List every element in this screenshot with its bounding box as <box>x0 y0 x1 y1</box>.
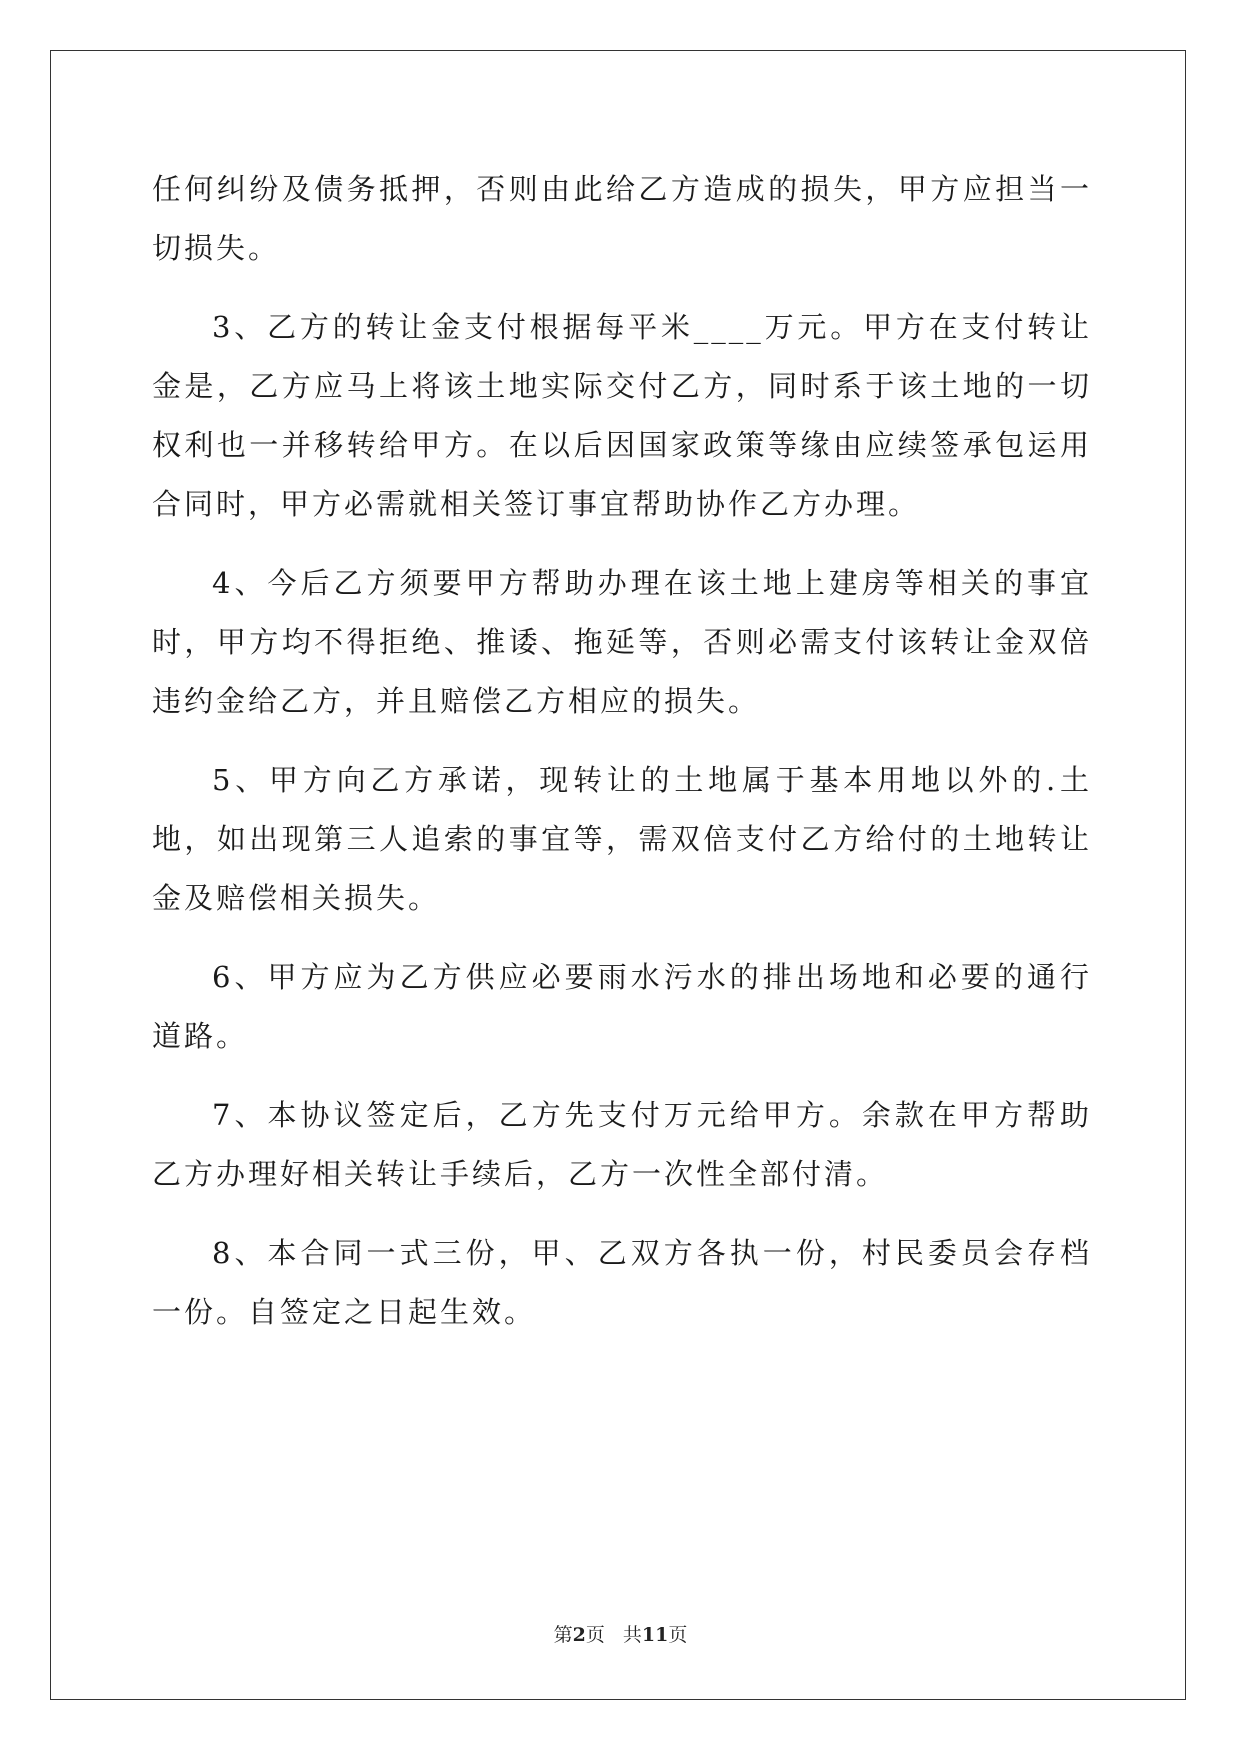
paragraph-clause-6: 6、甲方应为乙方供应必要雨水污水的排出场地和必要的通行道路。 <box>152 960 1092 1053</box>
total-page-count: 11 <box>641 1624 669 1646</box>
document-body <box>152 160 1092 1342</box>
total-suffix: 页 <box>668 1624 688 1646</box>
paragraph-clause-8: 8、本合同一式三份，甲、乙双方各执一份，村民委员会存档一份。自签定之日起生效。 <box>152 1236 1092 1329</box>
paragraph-clause-7: 7、本协议签定后，乙方先支付万元给甲方。余款在甲方帮助乙方办理好相关转让手续后，乙方一次性全部付清。 <box>152 1098 1092 1191</box>
total-prefix: 共 <box>622 1624 642 1646</box>
paragraph-clause-5: 5、甲方向乙方承诺，现转让的土地属于基本用地以外的.土地，如出现第三人追索的事宜等，需双倍支付乙方给付的土地转让金及赔偿相关损失。 <box>152 763 1092 915</box>
paragraph-continuation: 任何纠纷及债务抵押，否则由此给乙方造成的损失，甲方应担当一切损失。 <box>152 172 1092 265</box>
paragraph-clause-3: 3、乙方的转让金支付根据每平米____万元。甲方在支付转让金是，乙方应马上将该土地实际交付乙方，同时系于该土地的一切权利也一并移转给甲方。在以后因国家政策等缘由应续签承包运用合同时，甲方必需就相关签订事宜帮助协作乙方办理。 <box>152 310 1092 521</box>
current-page-number: 2 <box>572 1624 586 1646</box>
page-number-footer <box>0 1620 1241 1647</box>
paragraph-clause-4: 4、今后乙方须要甲方帮助办理在该土地上建房等相关的事宜时，甲方均不得拒绝、推诿、拖延等，否则必需支付该转让金双倍违约金给乙方，并且赔偿乙方相应的损失。 <box>152 566 1092 718</box>
page-suffix: 页 <box>585 1624 605 1646</box>
page-prefix: 第 <box>553 1624 573 1646</box>
